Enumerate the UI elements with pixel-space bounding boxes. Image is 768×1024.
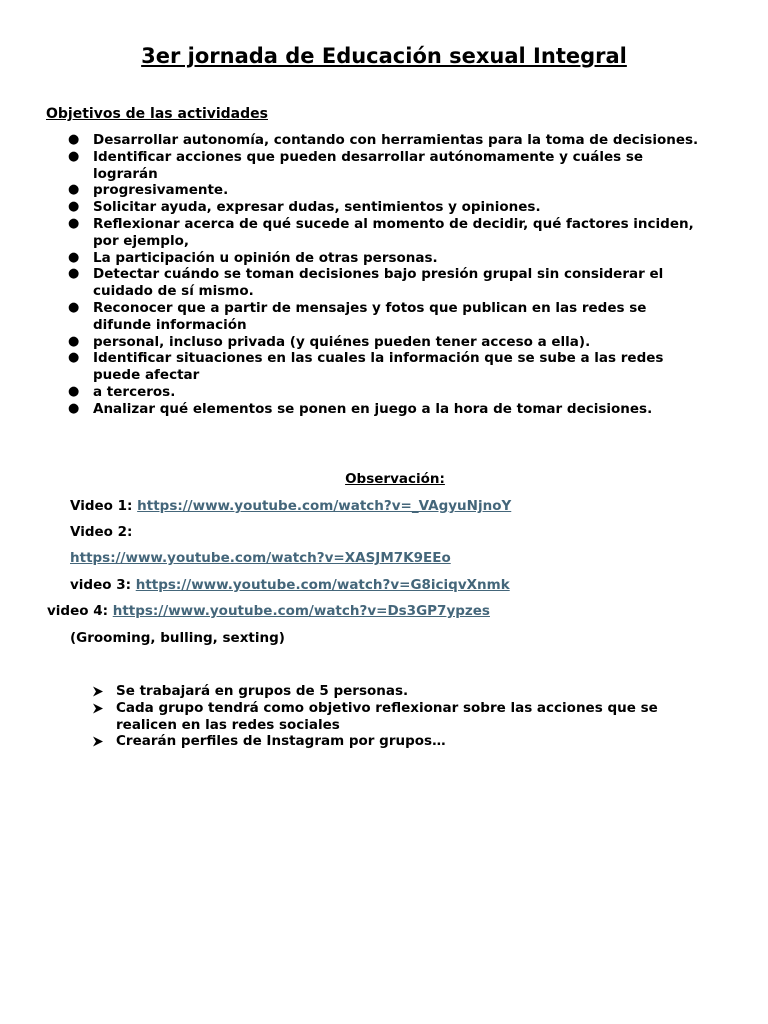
objective-text: Solicitar ayuda, expresar dudas, sentimientos y opiniones. (93, 199, 541, 216)
objectives-heading: Objetivos de las actividades (46, 106, 268, 122)
objective-text: Analizar qué elementos se ponen en juego a la hora de tomar decisiones. (93, 400, 653, 417)
list-item (92, 683, 702, 700)
list-item (92, 700, 702, 734)
objective-text: Desarrollar autonomía, contando con herramientas para la toma de decisiones. (93, 132, 699, 148)
bullet-dot-icon: ● (68, 266, 80, 282)
topics-text: (Grooming, bulling, sexting) (70, 630, 285, 646)
arrow-bullet-icon (92, 736, 104, 747)
list-item (68, 250, 708, 267)
list-item (68, 216, 708, 250)
video-1-line (70, 497, 511, 515)
list-item (68, 300, 708, 334)
tasks-list (92, 683, 702, 750)
task-text: Cada grupo tendrá como objetivo reflexionar sobre las acciones que se realicen en las redes sociales (116, 699, 658, 733)
list-item (68, 401, 708, 418)
video-3-label: video 3: (70, 577, 132, 593)
video-3-line (70, 576, 510, 594)
video-3-link[interactable]: https://www.youtube.com/watch?v=G8iciqvXnmk (135, 577, 510, 593)
objective-text: Reflexionar acerca de qué sucede al momento de decidir, qué factores inciden, por ejemplo, (93, 215, 694, 249)
bullet-dot-icon: ● (68, 350, 80, 366)
objective-text: personal, incluso privada (y quiénes pueden tener acceso a ella). (93, 333, 591, 350)
document-title: 3er jornada de Educación sexual Integral (141, 44, 627, 68)
video-2-link-line (70, 549, 451, 567)
task-text: Crearán perfiles de Instagram por grupos… (116, 733, 446, 750)
bullet-dot-icon: ● (68, 333, 80, 349)
arrow-bullet-icon (92, 703, 104, 714)
bullet-dot-icon: ● (68, 132, 80, 147)
video-4-label: video 4: (47, 603, 109, 619)
video-2-link[interactable]: https://www.youtube.com/watch?v=XASJM7K9EEo (70, 550, 451, 566)
observation-heading: Observación: (345, 471, 445, 487)
bullet-dot-icon: ● (68, 215, 80, 231)
objective-text: Detectar cuándo se toman decisiones bajo presión grupal sin considerar el cuidado de sí mismo. (93, 266, 664, 300)
video-1-link[interactable]: https://www.youtube.com/watch?v=_VAgyuNjnoY (137, 498, 512, 514)
list-item (68, 350, 708, 384)
list-item (68, 199, 708, 216)
list-item (68, 334, 708, 351)
bullet-dot-icon: ● (68, 299, 80, 315)
list-item (68, 266, 708, 300)
bullet-dot-icon: ● (68, 148, 80, 164)
list-item (68, 384, 708, 401)
list-item (68, 182, 708, 199)
objective-text: Identificar situaciones en las cuales la información que se sube a las redes puede afectar (93, 350, 664, 384)
video-4-link[interactable]: https://www.youtube.com/watch?v=Ds3GP7ypzes (112, 603, 490, 619)
list-item (68, 132, 708, 149)
objectives-list (68, 132, 708, 418)
list-item (92, 733, 702, 750)
video-2-label: Video 2: (70, 524, 133, 540)
bullet-dot-icon: ● (68, 400, 80, 416)
list-item (68, 149, 708, 183)
objective-text: a terceros. (93, 383, 176, 400)
bullet-dot-icon: ● (68, 249, 80, 265)
objective-text: Reconocer que a partir de mensajes y fotos que publican en las redes se difunde información (93, 299, 647, 333)
video-1-label: Video 1: (70, 498, 133, 514)
objective-text: progresivamente. (93, 182, 229, 199)
objective-text: Identificar acciones que pueden desarrollar autónomamente y cuáles se lograrán (93, 148, 644, 182)
video-4-line (47, 602, 490, 620)
bullet-dot-icon: ● (68, 182, 80, 198)
objective-text: La participación u opinión de otras personas. (93, 249, 438, 266)
bullet-dot-icon: ● (68, 383, 80, 399)
bullet-dot-icon: ● (68, 199, 80, 215)
task-text: Se trabajará en grupos de 5 personas. (116, 683, 409, 699)
arrow-bullet-icon (92, 686, 104, 697)
video-2-label-line (70, 523, 132, 541)
